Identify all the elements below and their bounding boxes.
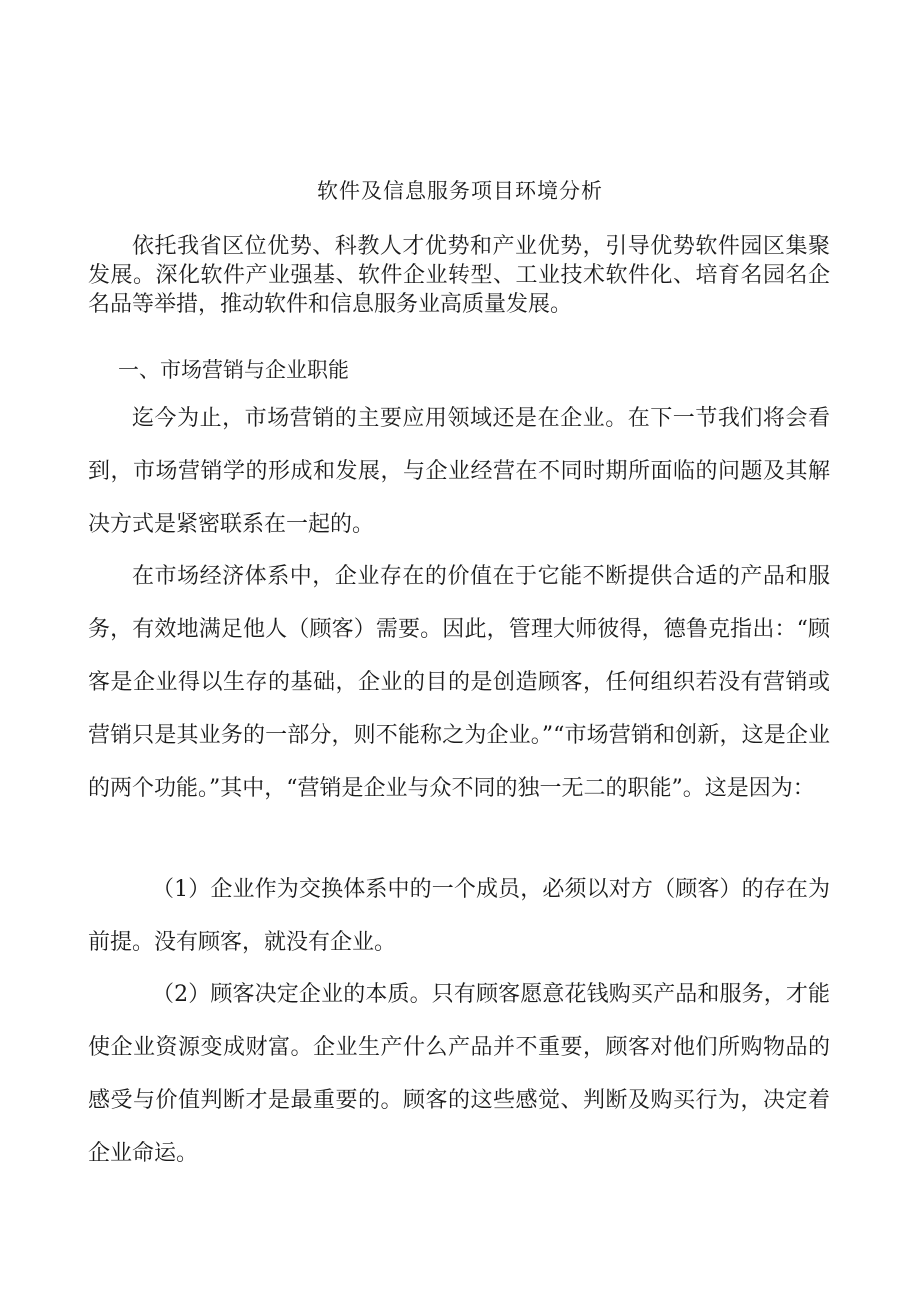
section-heading: 一、市场营销与企业职能 xyxy=(118,358,349,382)
document-title: 软件及信息服务项目环境分析 xyxy=(317,179,603,203)
body-paragraph-3: （1）企业作为交换体系中的一个成员，必须以对方（顾客）的存在为前提。没有顾客，就没有企业。 xyxy=(88,877,830,955)
body-paragraph-4: （2）顾客决定企业的本质。只有顾客愿意花钱购买产品和服务，才能使企业资源变成财富。企业生产什么产品并不重要，顾客对他们所购物品的感受与价值判断才是最重要的。顾客的这些感觉、判断及购买行为，决定着企业命运。 xyxy=(88,982,830,1166)
body-paragraph-2: 在市场经济体系中，企业存在的价值在于它能不断提供合适的产品和服务，有效地满足他人（顾客）需要。因此，管理大师彼得，德鲁克指出：“顾客是企业得以生存的基础，企业的目的是创造顾客，任何组织若没有营销或营销只是其业务的一部分，则不能称之为企业。”“市场营销和创新，这是企业的两个功能。”其中，“营销是企业与众不同的独一无二的职能”。这是因为： xyxy=(88,564,830,801)
body-paragraph-1: 迄今为止，市场营销的主要应用领域还是在企业。在下一节我们将会看到，市场营销学的形成和发展，与企业经营在不同时期所面临的问题及其解决方式是紧密联系在一起的。 xyxy=(88,406,830,537)
intro-paragraph: 依托我省区位优势、科教人才优势和产业优势，引导优势软件园区集聚发展。深化软件产业强基、软件企业转型、工业技术软件化、培育名园名企名品等举措，推动软件和信息服务业高质量发展。 xyxy=(88,234,830,317)
